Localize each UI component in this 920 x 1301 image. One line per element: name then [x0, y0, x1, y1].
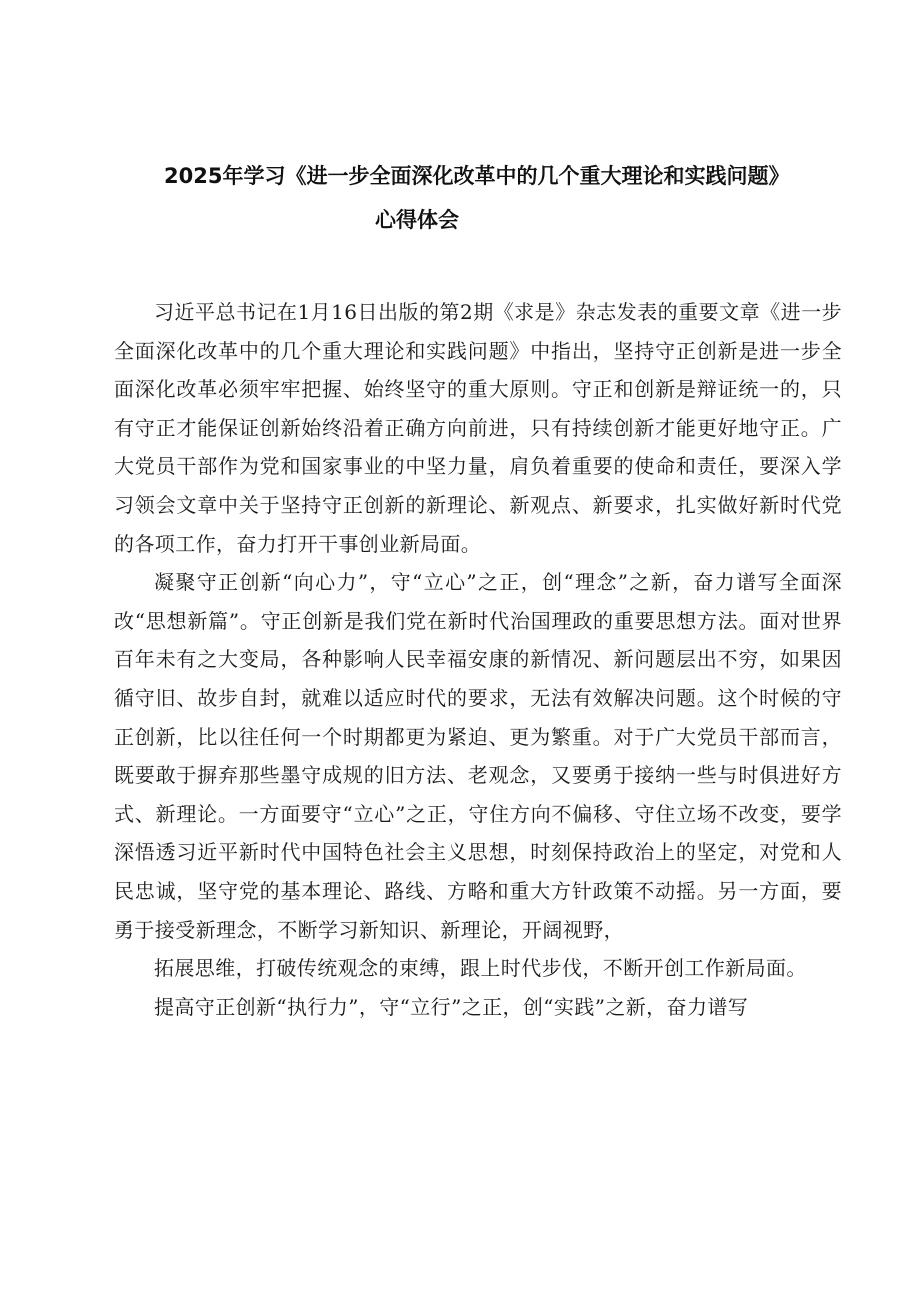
paragraph: 习近平总书记在1月16日出版的第2期《求是》杂志发表的重要文章《进一步全面深化改革中的几个重大理论和实践问题》中指出，坚持守正创新是进一步全面深化改革必须牢牢把握、始终坚守的重大原则。守正和创新是辩证统一的，只有守正才能保证创新始终沿着正确方向前进，只有持续创新才能更好地守正。广大党员干部作为党和国家事业的中坚力量，肩负着重要的使命和责任，要深入学习领会文章中关于坚持守正创新的新理论、新观点、新要求，扎实做好新时代党的各项工作，奋力打开干事创业新局面。: [114, 300, 842, 556]
paragraph: 凝聚守正创新“向心力”，守“立心”之正，创“理念”之新，奋力谱写全面深改“思想新篇”。守正创新是我们党在新时代治国理政的重要思想方法。面对世界百年未有之大变局，各种影响人民幸福安康的新情况、新问题层出不穷，如果因循守旧、故步自封，就难以适应时代的要求，无法有效解决问题。这个时候的守正创新，比以往任何一个时期都更为紧迫、更为繁重。对于广大党员干部而言，既要敢于摒弃那些墨守成规的旧方法、老观念，又要勇于接纳一些与时俱进好方式、新理论。一方面要守“立心”之正，守住方向不偏移、守住立场不改变，要学深悟透习近平新时代中国特色社会主义思想，时刻保持政治上的坚定，对党和人民忠诚，坚守党的基本理论、路线、方略和重大方针政策不动摇。另一方面，要勇于接受新理念，不断学习新知识、新理论，开阔视野，: [114, 570, 842, 942]
document-body: [114, 293, 842, 1026]
paragraph: 拓展思维，打破传统观念的束缚，跟上时代步伐，不断开创工作新局面。: [154, 956, 807, 981]
paragraph: 提高守正创新“执行力”，守“立行”之正，创“实践”之新，奋力谱写: [154, 994, 749, 1019]
document-subtitle: 心得体会: [375, 208, 459, 232]
document-title: 2025年学习《进一步全面深化改革中的几个重大理论和实践问题》: [164, 164, 790, 188]
